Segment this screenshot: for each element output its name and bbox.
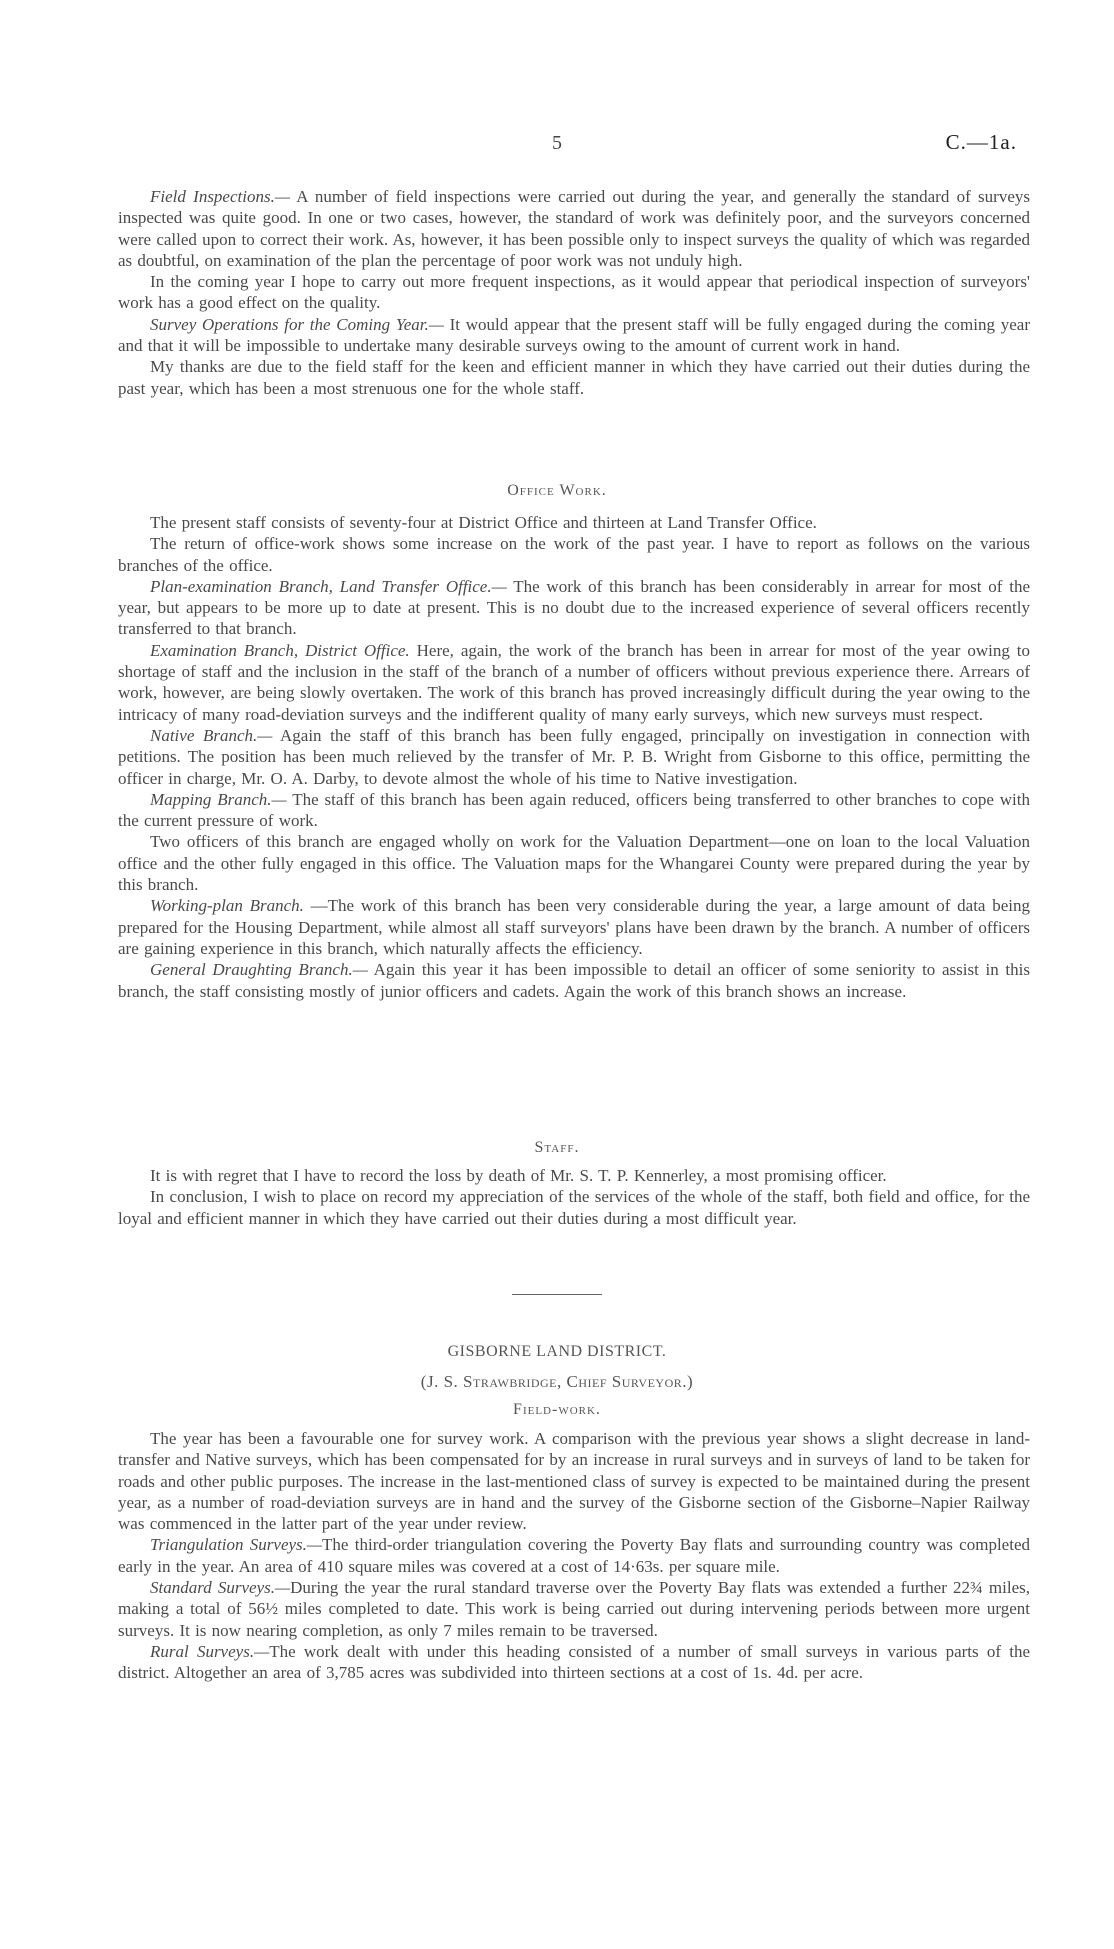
paragraph-lead: General Draughting Branch.— [150,960,368,980]
paragraph-text: The work of this branch has been considerably in arrear for most of the year, but appears to be more up to date at present. This is no doubt due to the increased experience of several officers recently transferred to that branch. [118,576,1030,639]
paragraph [118,1165,1030,1186]
office-work-section [118,512,1030,1002]
paragraph-text: The work dealt with under this heading consisted of a number of small surveys in various parts of the district. Altogether an area of 3,785 acres was subdivided into thirteen sections at a cost of 1s. 4d. per acre. [118,1641,1030,1683]
paragraph [118,271,1030,314]
paragraph-text: Again the staff of this branch has been fully engaged, principally on investigation in connection with petitions. The position has been much relieved by the transfer of Mr. P. B. Wright from Gisborne to this office, permitting the officer in charge, Mr. O. A. Darby, to devote almost the whole of his time to Native investigation. [118,725,1030,788]
paragraph-text: Again this year it has been impossible to detail an officer of some seniority to assist in this branch, the staff consisting mostly of junior officers and cadets. Again the work of this branch shows an increase. [118,960,1030,1001]
paragraph [118,1534,1030,1577]
document-reference: C.—1a. [945,130,1017,154]
paragraph [118,356,1030,399]
paragraph [118,789,1030,832]
paragraph-text: It is with regret that I have to record the loss by death of Mr. S. T. P. Kennerley, a most promising officer. [150,1166,887,1185]
paragraph-lead: Rural Surveys.— [150,1641,270,1661]
paragraph-text: The staff of this branch has been again reduced, officers being transferred to other branches to cope with the current pressure of work. [118,789,1030,831]
paragraph-text: The third-order triangulation covering the Poverty Bay flats and surrounding country was completed early in the year. An area of 410 square miles was covered at a cost of 14·63s. per square mile. [118,1535,1030,1576]
paragraph-text: In the coming year I hope to carry out more frequent inspections, as it would appear that periodical inspection of surveyors' work has a good effect on the quality. [118,272,1030,313]
district-heading: GISBORNE LAND DISTRICT. [447,1343,667,1360]
paragraph-text: The present staff consists of seventy-four at District Office and thirteen at Land Transfer Office. [150,513,817,532]
paragraph-lead: Triangulation Surveys.— [150,1535,323,1555]
paragraph-text: The return of office-work shows some increase on the work of the past year. I have to report as follows on the various branches of the office. [118,534,1030,575]
paragraph-text: Two officers of this branch are engaged wholly on work for the Valuation Department—one on loan to the local Valuation office and the other fully engaged in this office. The Valuation maps for the Whangarei County were prepared during the year by this branch. [118,832,1030,895]
office-work-heading: Office Work. [507,482,607,499]
paragraph [118,576,1030,640]
field-inspections-section [118,186,1030,399]
staff-heading: Staff. [534,1139,580,1156]
paragraph-lead: Working-plan Branch. [150,896,304,916]
paragraph [118,1186,1030,1229]
paragraph-lead: Field Inspections.— [150,187,290,206]
page-number: 5 [552,132,562,154]
paragraph [118,959,1030,1002]
paragraph-text: In conclusion, I wish to place on record my appreciation of the services of the whole of the staff, both field and office, for the loyal and efficient manner in which they have carried out their duties during a most difficult year. [118,1187,1030,1228]
paragraph-lead: Mapping Branch.— [150,789,287,809]
staff-section [118,1165,1030,1229]
paragraph-lead: Survey Operations for the Coming Year.— [150,314,444,334]
paragraph-lead: Standard Surveys.— [150,1578,291,1598]
paragraph [118,1428,1030,1534]
paragraph [118,1577,1030,1641]
paragraph-text: —The work of this branch has been very considerable during the year, a large amount of data being prepared for the Housing Department, while almost all staff surveyors' plans have been drawn by the branch. A number of officers are gaining experience in this branch, which naturally affects the efficiency. [118,896,1030,958]
paragraph [118,512,1030,533]
paragraph-lead: Plan-examination Branch, Land Transfer Office.— [150,576,507,596]
chief-surveyor-subheading: (J. S. Strawbridge, Chief Surveyor.) [420,1372,694,1391]
paragraph [118,725,1030,789]
paragraph [118,533,1030,576]
field-work-heading: Field-work. [513,1401,601,1418]
paragraph [118,831,1030,895]
paragraph-text: My thanks are due to the field staff for the keen and efficient manner in which they have carried out their duties during the past year, which has been a most strenuous one for the whole staff. [118,357,1030,398]
gisborne-field-work-section [118,1428,1030,1684]
paragraph [118,1641,1030,1684]
paragraph-lead: Examination Branch, District Office. [150,640,410,660]
paragraph-text: It would appear that the present staff will be fully engaged during the coming year and that it will be impossible to undertake many desirable surveys owing to the amount of current work in hand. [118,314,1030,356]
paragraph-text: A number of field inspections were carried out during the year, and generally the standard of surveys inspected was quite good. In one or two cases, however, the standard of work was definitely poor, and the surveyors concerned were called upon to correct their work. As, however, it has been possible only to inspect surveys the quality of which was regarded as doubtful, on examination of the plan the percentage of poor work was not unduly high. [118,187,1030,270]
paragraph-text: Here, again, the work of the branch has been in arrear for most of the year owing to shortage of staff and the inclusion in the staff of the branch of a number of officers without previous experience there. Arrears of work, however, are being slowly overtaken. The work of this branch has proved increasingly difficult during the year owing to the intricacy of many road-deviation surveys and the indifferent quality of many early surveys, which new surveys must respect. [118,640,1031,724]
paragraph [118,895,1030,959]
paragraph-lead: Native Branch.— [150,725,273,745]
paragraph-text: The year has been a favourable one for survey work. A comparison with the previous year shows a slight decrease in land-transfer and Native surveys, which has been compensated for by an increase in rural surveys and in surveys of land to be taken for roads and other public purposes. The increase in the last-mentioned class of survey is expected to be maintained during the present year, as a number of road-deviation surveys are in hand and the survey of the Gisborne section of the Gisborne–Napier Railway was commenced in the latter part of the year under review. [118,1429,1030,1534]
paragraph-text: During the year the rural standard traverse over the Poverty Bay flats was extended a further 22¾ miles, making a total of 56½ miles completed to date. This work is being carried out during intervening periods between more urgent surveys. It is now nearing completion, as only 7 miles remain to be traversed. [118,1578,1030,1640]
section-divider [512,1294,602,1295]
paragraph [118,640,1030,725]
paragraph [118,314,1030,357]
paragraph [118,186,1030,271]
